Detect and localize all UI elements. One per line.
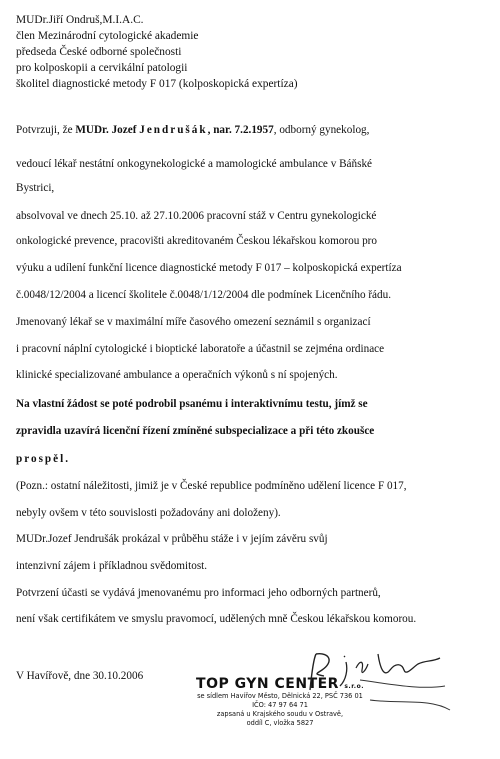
body-line: není však certifikátem ve smyslu pravomocí, udělených mně Českou lékařskou komorou. bbox=[16, 613, 417, 625]
letterhead-line: MUDr.Jiří Ondruš,M.I.A.C. bbox=[16, 14, 144, 26]
body-line: klinické specializované ambulance a operačních výkonů s ní spojených. bbox=[16, 369, 338, 381]
body-line: Jmenovaný lékař se v maximální míře časového omezení seznámil s organizací bbox=[16, 316, 371, 328]
result-word: prospěl. bbox=[16, 453, 71, 465]
body-line: výuku a udílení funkční licence diagnostické metody F 017 – kolposkopická expertíza bbox=[16, 262, 402, 274]
body-line: i pracovní náplní cytologické i bioptické laboratoře a účastnil se zejména ordinace bbox=[16, 343, 385, 355]
letterhead bbox=[16, 12, 298, 92]
body-bold-line: zpravidla uzavírá licenční řízení zmíněné subspecializace a při této zkoušce bbox=[16, 425, 375, 437]
date-line: V Havířově, dne 30.10.2006 bbox=[16, 670, 144, 682]
body-line: (Pozn.: ostatní náležitosti, jimiž je v České republice podmíněno udělení licence F 017, bbox=[16, 480, 407, 492]
signature-flourish bbox=[350, 670, 460, 720]
body-line: MUDr.Jozef Jendrušák prokázal v průběhu stáže i v jejím závěru svůj bbox=[16, 533, 328, 545]
intro-line: Potvrzuji, že MUDr. Jozef Jendrušák, nar. 7.2.1957, odborný gynekolog, bbox=[16, 124, 370, 136]
stamp-line: se sídlem Havířov Město, Dělnická 22, PSČ 736 01 bbox=[197, 692, 363, 700]
body-line: nebyly ovšem v této souvislosti požadovány ani doloženy). bbox=[16, 507, 281, 519]
person-name: MUDr. Jozef Jendrušák, nar. 7.2.1957 bbox=[75, 124, 274, 136]
body-line: Potvrzení účasti se vydává jmenovanému pro informaci jeho odborných partnerů, bbox=[16, 587, 381, 599]
body-line: Bystrici, bbox=[16, 182, 55, 194]
stamp-line: IČO: 47 97 64 71 bbox=[252, 701, 308, 709]
body-line: č.0048/12/2004 a licencí školitele č.0048/1/12/2004 dle podmínek Licenčního řádu. bbox=[16, 289, 392, 301]
stamp-line: oddíl C, vložka 5827 bbox=[246, 719, 314, 727]
stamp-company-name: TOP GYN CENTER bbox=[196, 676, 339, 692]
letterhead-line: předseda České odborné společnosti bbox=[16, 46, 182, 58]
body-bold-line: Na vlastní žádost se poté podrobil psanému i interaktivnímu testu, jímž se bbox=[16, 398, 368, 410]
letterhead-line: člen Mezinárodní cytologické akademie bbox=[16, 30, 199, 42]
body-line: vedoucí lékař nestátní onkogynekologické a mamologické ambulance v Báňské bbox=[16, 158, 373, 170]
stamp-company-suffix: s.r.o. bbox=[344, 683, 364, 690]
body-line: onkologické prevence, pracovišti akreditovaném Českou lékařskou komorou pro bbox=[16, 235, 378, 247]
letterhead-line: školitel diagnostické metody F 017 (kolposkopická expertíza) bbox=[16, 78, 298, 90]
letterhead-line: pro kolposkopii a cervikální patologii bbox=[16, 62, 188, 74]
body-line: intenzivní zájem i příkladnou svědomitost. bbox=[16, 560, 208, 572]
body-line: absolvoval ve dnech 25.10. až 27.10.2006 pracovní stáž v Centru gynekologické bbox=[16, 210, 377, 222]
stamp-line: zapsaná u Krajského soudu v Ostravě, bbox=[216, 710, 344, 718]
